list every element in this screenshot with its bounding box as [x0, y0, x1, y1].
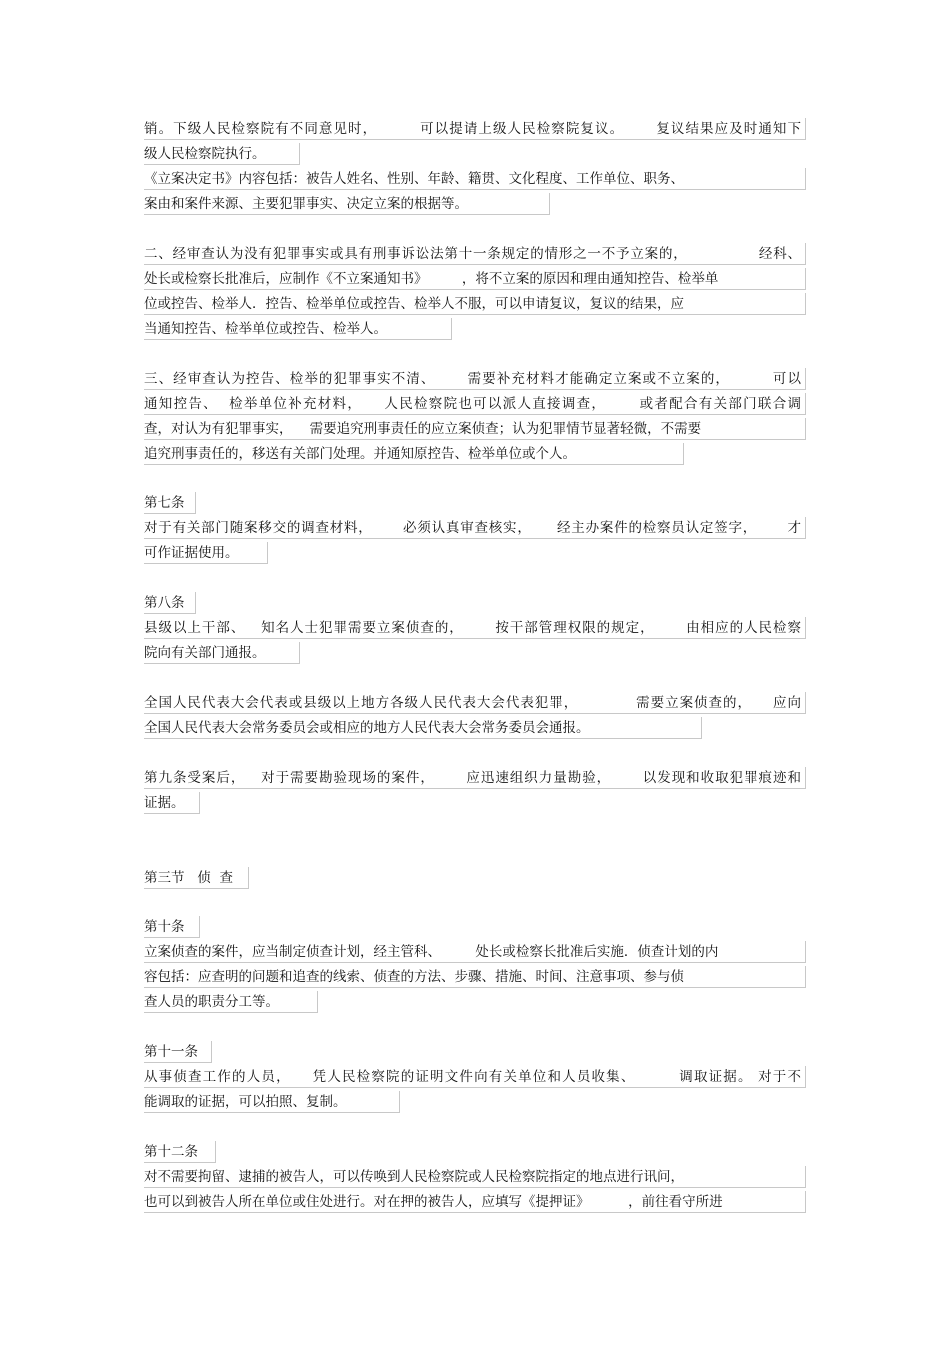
- text-line: 三、经审查认为控告、检举的犯罪事实不清、 需要补充材料才能确定立案或不立案的， 可以: [144, 368, 806, 390]
- text-line: 也可以到被告人所在单位或住处进行。对在押的被告人，应填写《提押证》 ，前往看守所进: [144, 1191, 806, 1213]
- text-line: 第九条受案后， 对于需要勘验现场的案件， 应迅速组织力量勘验， 以发现和收取犯罪痕迹和: [144, 767, 806, 789]
- text-line: 查，对认为有犯罪事实， 需要追究刑事责任的应立案侦查；认为犯罪情节显著轻微，不需要: [144, 418, 806, 440]
- text-line: 处长或检察长批准后，应制作《不立案通知书》 ，将不立案的原因和理由通知控告、检举单: [144, 268, 806, 290]
- text-line: 查人员的职责分工等。: [144, 991, 318, 1013]
- text-line: 当通知控告、检举单位或控告、检举人。: [144, 318, 452, 340]
- text-line: 对不需要拘留、逮捕的被告人，可以传唤到人民检察院或人民检察院指定的地点进行讯问，: [144, 1166, 806, 1188]
- text-line: 立案侦查的案件，应当制定侦查计划，经主管科、 处长或检察长批准后实施．侦查计划的内: [144, 941, 806, 963]
- text-line: 案由和案件来源、主要犯罪事实、决定立案的根据等。: [144, 193, 550, 215]
- text-line: 销。下级人民检察院有不同意见时， 可以提请上级人民检察院复议。 复议结果应及时通知下: [144, 118, 806, 140]
- text-line: 容包括：应查明的问题和追查的线索、侦查的方法、步骤、措施、时间、注意事项、参与侦: [144, 966, 806, 988]
- text-line: 二、经审查认为没有犯罪事实或具有刑事诉讼法第十一条规定的情形之一不予立案的， 经科、: [144, 243, 806, 265]
- text-line: 能调取的证据，可以拍照、复制。: [144, 1091, 400, 1113]
- text-line: 从事侦查工作的人员， 凭人民检察院的证明文件向有关单位和人员收集、 调取证据。 对于不: [144, 1066, 806, 1088]
- text-line: 对于有关部门随案移交的调查材料， 必须认真审查核实， 经主办案件的检察员认定签字， 才: [144, 517, 806, 539]
- text-line: 院向有关部门通报。: [144, 642, 300, 664]
- text-line: 位或控告、检举人．控告、检举单位或控告、检举人不服，可以申请复议，复议的结果，应: [144, 293, 806, 315]
- text-line: 县级以上干部、 知名人士犯罪需要立案侦查的， 按干部管理权限的规定， 由相应的人民检察: [144, 617, 806, 639]
- text-line: 通知控告、 检举单位补充材料， 人民检察院也可以派人直接调查， 或者配合有关部门联合调: [144, 393, 806, 415]
- article-heading: 第十条: [144, 916, 200, 938]
- text-line: 追究刑事责任的，移送有关部门处理。并通知原控告、检举单位或个人。: [144, 443, 684, 465]
- text-line: 全国人民代表大会常务委员会或相应的地方人民代表大会常务委员会通报。: [144, 717, 702, 739]
- article-heading: 第八条: [144, 592, 196, 614]
- article-heading: 第十一条: [144, 1041, 212, 1063]
- article-heading: 第十二条: [144, 1141, 216, 1163]
- section-heading: 第三节 侦 查: [144, 867, 249, 889]
- article-heading: 第七条: [144, 492, 196, 514]
- text-line: 《立案决定书》内容包括：被告人姓名、性别、年龄、籍贯、文化程度、工作单位、职务、: [144, 168, 806, 190]
- text-line: 证据。: [144, 792, 200, 814]
- text-line: 全国人民代表大会代表或县级以上地方各级人民代表大会代表犯罪， 需要立案侦查的， 应向: [144, 692, 806, 714]
- text-line: 级人民检察院执行。: [144, 143, 300, 165]
- text-line: 可作证据使用。: [144, 542, 268, 564]
